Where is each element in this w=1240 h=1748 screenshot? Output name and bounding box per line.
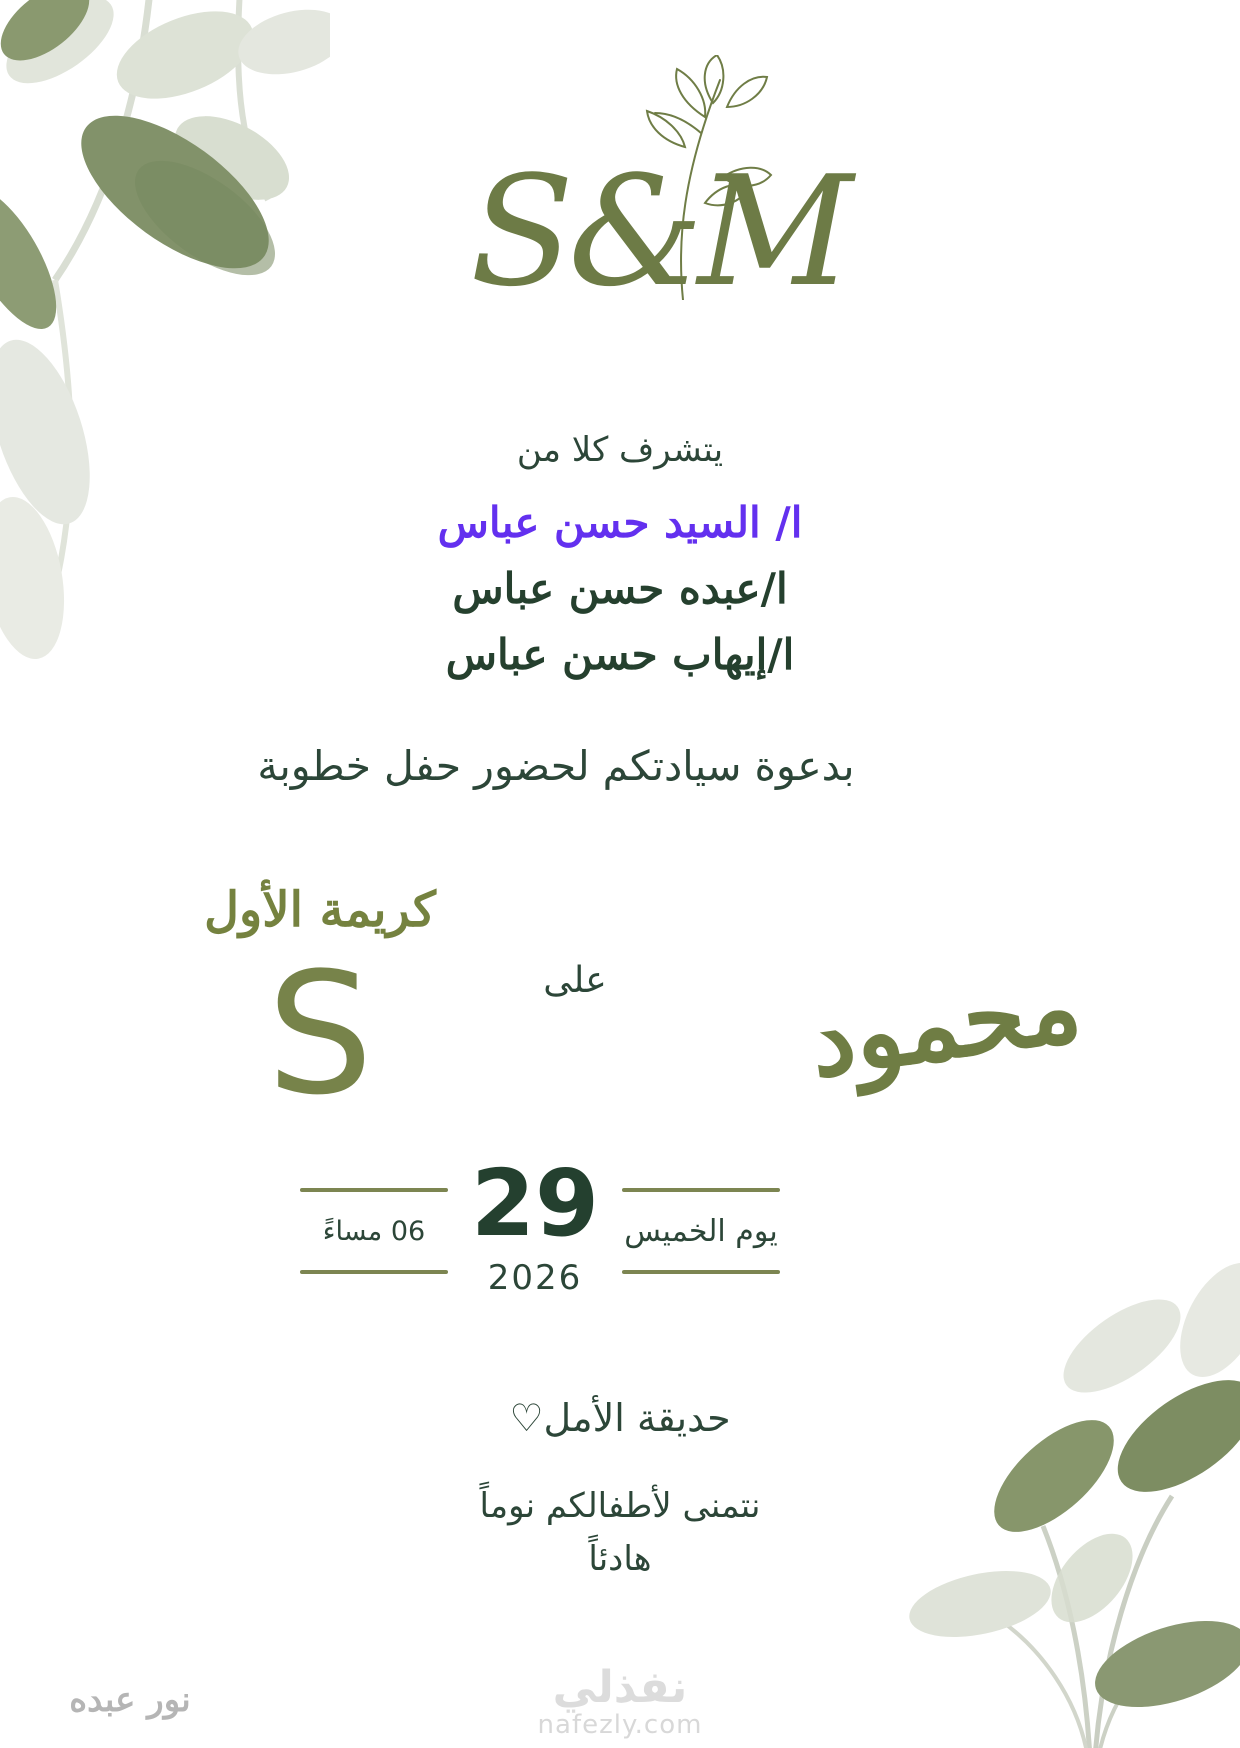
preposition-text: على [543, 960, 607, 1001]
intro-line: يتشرف كلا من [516, 430, 724, 470]
wishes-block [0, 1480, 1240, 1585]
venue-line: حديقة الأمل♡ [509, 1396, 731, 1440]
divider-line [300, 1270, 448, 1274]
wishes-line-2: هادئاً [588, 1538, 652, 1579]
wishes-line-1: نتمنى لأطفالكم نوماً [479, 1486, 761, 1526]
day-name-label: يوم الخميس [624, 1213, 778, 1249]
year-label: 2026 [487, 1258, 583, 1298]
host-name-1: ا/ السيد حسن عباس [437, 498, 803, 547]
divider-line [622, 1188, 780, 1192]
designer-watermark: نور عبده [69, 1680, 191, 1720]
divider-line [622, 1270, 780, 1274]
day-number: 29 [470, 1150, 600, 1257]
host-name-2: ا/عبده حسن عباس [452, 564, 788, 613]
top-left-leaves-decoration [0, 0, 330, 660]
monogram-text: S&M [470, 143, 848, 320]
divider-line [300, 1188, 448, 1192]
brand-url-watermark: nafezly.com [537, 1710, 703, 1740]
time-label: 06 مساءً [322, 1215, 426, 1247]
brand-watermark: نفذلي [552, 1662, 688, 1713]
bride-initial: S [266, 936, 374, 1132]
host-name-3: ا/إيهاب حسن عباس [445, 630, 795, 679]
groom-name: محمود [802, 945, 1088, 1101]
invitation-line: بدعوة سيادتكم لحضور حفل خطوبة [257, 742, 855, 790]
day-name-group [622, 1188, 780, 1274]
bride-title: كريمة الأول [204, 882, 436, 938]
time-group [300, 1188, 448, 1274]
